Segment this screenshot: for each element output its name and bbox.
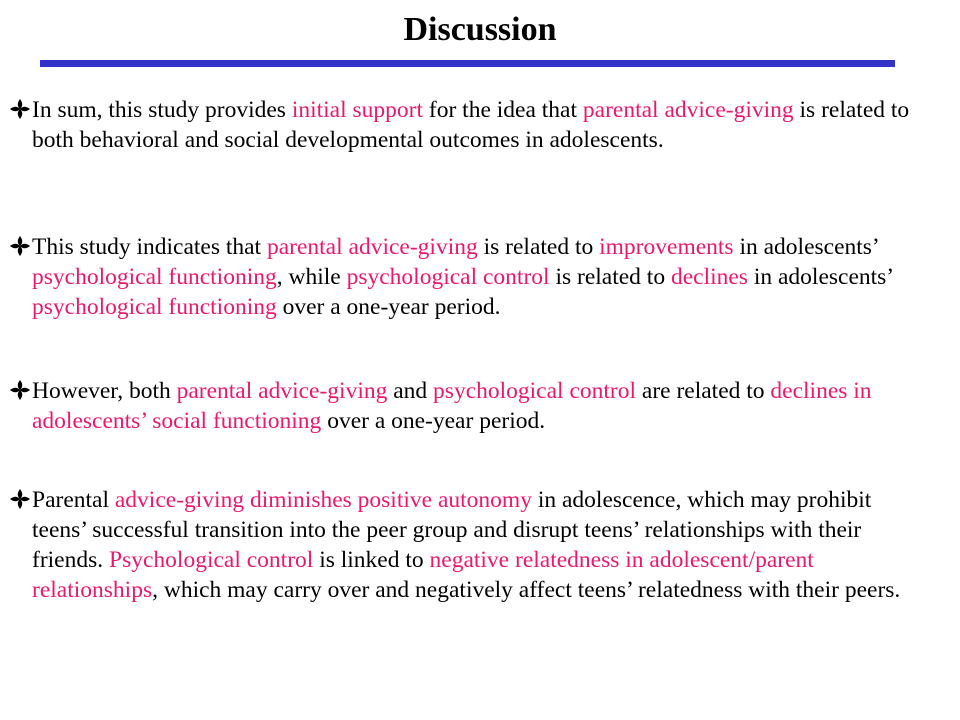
highlighted-phrase: advice-giving diminishes positive autonomy	[114, 487, 532, 513]
bullet-text	[32, 232, 928, 322]
text-run: is related to	[549, 264, 671, 290]
highlighted-phrase: initial support	[291, 97, 424, 123]
text-run: , which may carry over and negatively affect teens’ relatedness with their peers.	[152, 577, 901, 603]
text-run: in adolescents’	[733, 234, 879, 260]
highlighted-phrase: psychological functioning	[32, 264, 277, 290]
text-run: is linked to	[313, 547, 430, 573]
text-run: in adolescents’	[747, 264, 893, 290]
text-run: are related to	[636, 378, 771, 404]
bullet-text	[32, 485, 928, 605]
text-run: and	[387, 378, 434, 404]
highlighted-phrase: negative relatedness in adolescent/parent relationships	[32, 547, 814, 603]
four-petal-diamond-icon	[8, 487, 32, 511]
highlighted-phrase: parental advice-giving	[582, 97, 794, 123]
highlighted-phrase: declines in adolescents’ social functioning	[32, 378, 872, 434]
highlighted-phrase: psychological control	[433, 378, 637, 404]
text-run: However, both	[32, 378, 177, 404]
text-run: In sum, this study provides	[32, 97, 292, 123]
text-run: in adolescence, which may prohibit teens’ successful transition into the peer group and disrupt teens’ relationships with their friends.	[32, 487, 872, 573]
highlighted-phrase: Psychological control	[109, 547, 314, 573]
highlighted-phrase: parental advice-giving	[266, 234, 478, 260]
four-petal-diamond-icon	[8, 378, 32, 402]
highlighted-phrase: psychological control	[346, 264, 550, 290]
highlighted-phrase: declines	[670, 264, 748, 290]
text-run: This study indicates that	[32, 234, 267, 260]
four-petal-diamond-icon	[8, 234, 32, 258]
bullet-text	[32, 376, 928, 436]
four-petal-diamond-icon	[8, 97, 32, 121]
bullet-text	[32, 95, 928, 155]
highlighted-phrase: parental advice-giving	[176, 378, 388, 404]
text-run: is related to	[477, 234, 600, 260]
text-run: , while	[276, 264, 347, 290]
text-run: for the idea that	[423, 97, 583, 123]
text-run: is related to both behavioral and social developmental outcomes in adolescents.	[32, 97, 910, 153]
text-run: over a one-year period.	[276, 294, 501, 320]
highlighted-phrase: psychological functioning	[32, 294, 277, 320]
title-underline	[40, 60, 895, 67]
text-run: Parental	[32, 487, 115, 513]
slide-title: Discussion	[403, 11, 557, 48]
text-run: over a one-year period.	[321, 408, 546, 434]
highlighted-phrase: improvements	[599, 234, 734, 260]
